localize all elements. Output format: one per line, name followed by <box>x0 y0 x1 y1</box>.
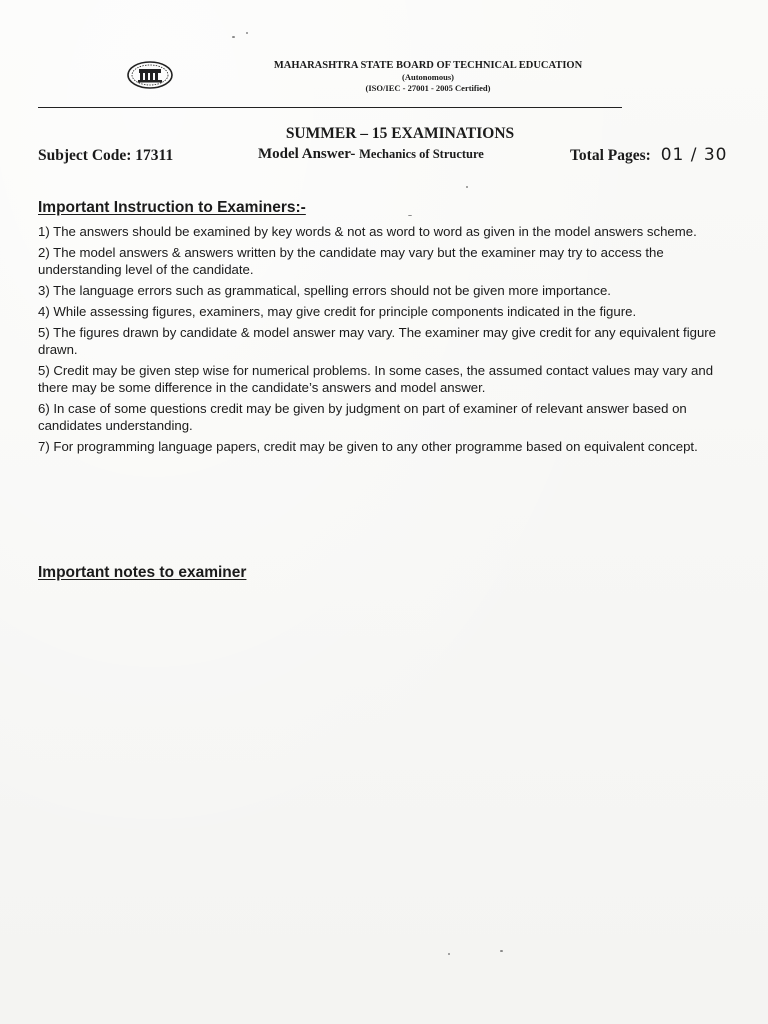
model-answer-title <box>258 146 484 163</box>
exam-title: SUMMER – 15 EXAMINATIONS <box>285 125 515 142</box>
model-answer-label: Model Answer- <box>258 146 356 162</box>
scan-speck <box>246 32 248 34</box>
scan-speck <box>408 215 412 216</box>
header-divider <box>38 107 622 108</box>
scan-speck <box>232 36 235 38</box>
scan-speck <box>448 953 450 955</box>
board-emblem-icon <box>126 60 174 90</box>
instruction-item: 5) Credit may be given step wise for numerical problems. In some cases, the assumed contact values may vary and there may be some difference in the candidate’s answers and model answer. <box>38 363 714 395</box>
subject-code: Subject Code: 17311 <box>38 147 174 164</box>
instructions-heading: Important Instruction to Examiners:- <box>38 199 306 216</box>
instruction-item: 5) The figures drawn by candidate & model answer may vary. The examiner may give credit for any equivalent figure drawn. <box>38 325 717 357</box>
total-pages-label: Total Pages: <box>570 147 651 164</box>
instructions-list <box>38 223 736 459</box>
total-pages-value: 01 / 30 <box>660 145 728 165</box>
instruction-item: 3) The language errors such as grammatical, spelling errors should not be given more importance. <box>38 283 611 298</box>
total-pages <box>570 145 728 165</box>
instruction-item: 7) For programming language papers, credit may be given to any other programme based on equivalent concept. <box>38 439 698 454</box>
instruction-item: 6) In case of some questions credit may be given by judgment on part of examiner of relevant answer based on candidates understanding. <box>38 401 687 433</box>
instruction-item: 4) While assessing figures, examiners, may give credit for principle components indicated in the figure. <box>38 304 637 319</box>
scan-speck <box>500 950 503 952</box>
certification-label: (ISO/IEC - 27001 - 2005 Certified) <box>365 83 491 93</box>
instruction-item: 2) The model answers & answers written by the candidate may vary but the examiner may try to access the understanding level of the candidate. <box>38 245 664 277</box>
board-header <box>248 60 608 94</box>
notes-heading: Important notes to examiner <box>38 564 247 581</box>
model-answer-subject: Mechanics of Structure <box>359 147 484 161</box>
board-name: MAHARASHTRA STATE BOARD OF TECHNICAL EDUCATION <box>273 60 583 71</box>
autonomous-label: (Autonomous) <box>402 72 454 82</box>
scan-speck <box>466 186 468 188</box>
instruction-item: 1) The answers should be examined by key words & not as word to word as given in the model answers scheme. <box>38 224 697 239</box>
